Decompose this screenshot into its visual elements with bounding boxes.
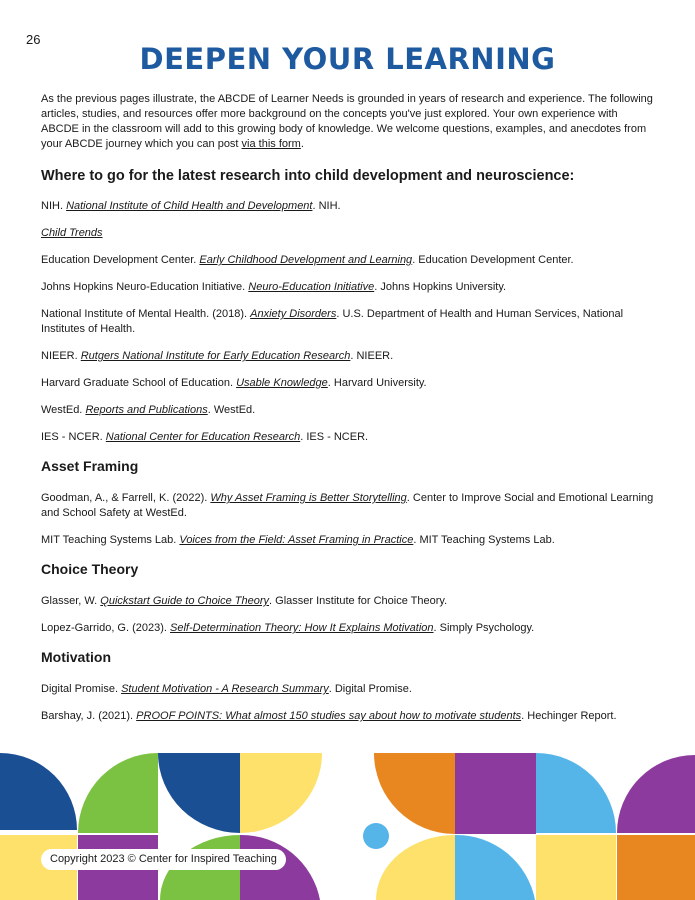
reference-publisher: . Harvard University. xyxy=(327,377,427,389)
reference-source: Glasser, W. xyxy=(41,595,101,607)
reference-link[interactable]: Student Motivation - A Research Summary xyxy=(121,683,329,695)
references-content xyxy=(41,167,659,736)
section-heading: Motivation xyxy=(41,649,111,665)
decorative-footer-pattern xyxy=(0,752,695,900)
shape-purple-quarter xyxy=(455,753,536,834)
reference-item xyxy=(41,533,659,548)
intro-paragraph xyxy=(41,92,653,152)
section-heading: Where to go for the latest research into child development and neuroscience: xyxy=(41,168,575,184)
reference-source: NIH. xyxy=(41,200,67,212)
copyright-notice: Copyright 2023 © Center for Inspired Teaching xyxy=(41,849,286,870)
section-motivation xyxy=(41,648,659,724)
section-heading: Asset Framing xyxy=(41,458,139,474)
reference-source: Goodman, A., & Farrell, K. (2022). xyxy=(41,492,211,504)
shape-green-quarter xyxy=(78,753,158,833)
reference-source: Barshay, J. (2021). xyxy=(41,710,137,722)
reference-item xyxy=(41,376,659,391)
shape-yellow-quarter xyxy=(240,753,322,833)
section-heading: Choice Theory xyxy=(41,561,139,577)
reference-source: Harvard Graduate School of Education. xyxy=(41,377,237,389)
intro-end: . xyxy=(300,138,304,150)
intro-text: As the previous pages illustrate, the ABCDE of Learner Needs is grounded in years of research and experience. The following articles, studies, and resources offer more background on the concepts you've just explored. Your own experience with ABCDE in the classroom will add to this growing body of knowledge. We welcome questions, examples, and anecdotes from your ABCDE journey which you can post xyxy=(41,93,653,150)
reference-publisher: . Johns Hopkins University. xyxy=(374,281,507,293)
shape-sky-quarter xyxy=(536,753,616,833)
reference-link[interactable]: Early Childhood Development and Learning xyxy=(199,254,413,266)
reference-item xyxy=(41,349,659,364)
reference-link[interactable]: PROOF POINTS: What almost 150 studies say about how to motivate students xyxy=(136,710,522,722)
reference-link[interactable]: Why Asset Framing is Better Storytelling xyxy=(210,492,407,504)
reference-item xyxy=(41,682,659,697)
reference-link[interactable]: Quickstart Guide to Choice Theory xyxy=(100,595,270,607)
reference-publisher: . IES - NCER. xyxy=(300,431,369,443)
page-number: 26 xyxy=(26,32,41,47)
shape-navy-half xyxy=(158,753,240,833)
section-choice-theory xyxy=(41,560,659,636)
via-this-form-link[interactable]: via this form xyxy=(241,138,301,150)
reference-source: Lopez-Garrido, G. (2023). xyxy=(41,622,171,634)
reference-source: Johns Hopkins Neuro-Education Initiative. xyxy=(41,281,249,293)
shape-yellow-square xyxy=(536,835,616,900)
reference-publisher: . Glasser Institute for Choice Theory. xyxy=(269,595,448,607)
reference-source: NIEER. xyxy=(41,350,81,362)
shape-purple-quarter-right xyxy=(617,755,695,833)
reference-item xyxy=(41,430,659,445)
section-asset-framing xyxy=(41,457,659,548)
reference-item xyxy=(41,280,659,295)
reference-publisher: . NIH. xyxy=(312,200,341,212)
reference-item xyxy=(41,403,659,418)
reference-source: Digital Promise. xyxy=(41,683,122,695)
shape-orange-quarter-right xyxy=(617,835,695,900)
shape-sky-dot xyxy=(363,823,389,849)
shape-orange-quarter xyxy=(374,753,455,834)
shape-navy-quarter-left xyxy=(0,753,77,830)
reference-publisher: . Education Development Center. xyxy=(412,254,574,266)
reference-publisher: . MIT Teaching Systems Lab. xyxy=(413,534,555,546)
reference-item xyxy=(41,253,659,268)
reference-publisher: . U.S. Department of Health and Human Services, National Institutes of Health. xyxy=(41,308,624,335)
reference-link[interactable]: Neuro-Education Initiative xyxy=(248,281,375,293)
reference-item xyxy=(41,594,659,609)
reference-item xyxy=(41,199,659,214)
reference-publisher: . WestEd. xyxy=(207,404,256,416)
reference-link[interactable]: National Institute of Child Health and Development xyxy=(66,200,313,212)
reference-link[interactable]: Child Trends xyxy=(41,227,103,239)
shape-yellow-half xyxy=(376,835,455,900)
reference-publisher: . Center to Improve Social and Emotional Learning and School Safety at WestEd. xyxy=(41,492,654,519)
reference-item xyxy=(41,491,659,521)
reference-link[interactable]: Reports and Publications xyxy=(85,404,208,416)
reference-source: National Institute of Mental Health. (2018). xyxy=(41,308,251,320)
reference-source: WestEd. xyxy=(41,404,86,416)
reference-item xyxy=(41,621,659,636)
reference-link[interactable]: Self-Determination Theory: How It Explains Motivation xyxy=(170,622,434,634)
reference-publisher: . Hechinger Report. xyxy=(521,710,617,722)
reference-item xyxy=(41,226,659,241)
shape-sky-half xyxy=(455,835,535,900)
reference-link[interactable]: National Center for Education Research xyxy=(105,431,301,443)
reference-link[interactable]: Usable Knowledge xyxy=(236,377,328,389)
reference-link[interactable]: Anxiety Disorders xyxy=(250,308,337,320)
section-research xyxy=(41,167,659,445)
reference-source: IES - NCER. xyxy=(41,431,106,443)
reference-publisher: . Simply Psychology. xyxy=(433,622,535,634)
reference-source: MIT Teaching Systems Lab. xyxy=(41,534,180,546)
reference-item xyxy=(41,709,659,724)
reference-publisher: . Digital Promise. xyxy=(328,683,412,695)
reference-link[interactable]: Voices from the Field: Asset Framing in Practice xyxy=(179,534,414,546)
reference-link[interactable]: Rutgers National Institute for Early Education Research xyxy=(80,350,351,362)
page-title: DEEPEN YOUR LEARNING xyxy=(139,42,556,76)
reference-item xyxy=(41,307,659,337)
reference-source: Education Development Center. xyxy=(41,254,200,266)
reference-publisher: . NIEER. xyxy=(350,350,394,362)
